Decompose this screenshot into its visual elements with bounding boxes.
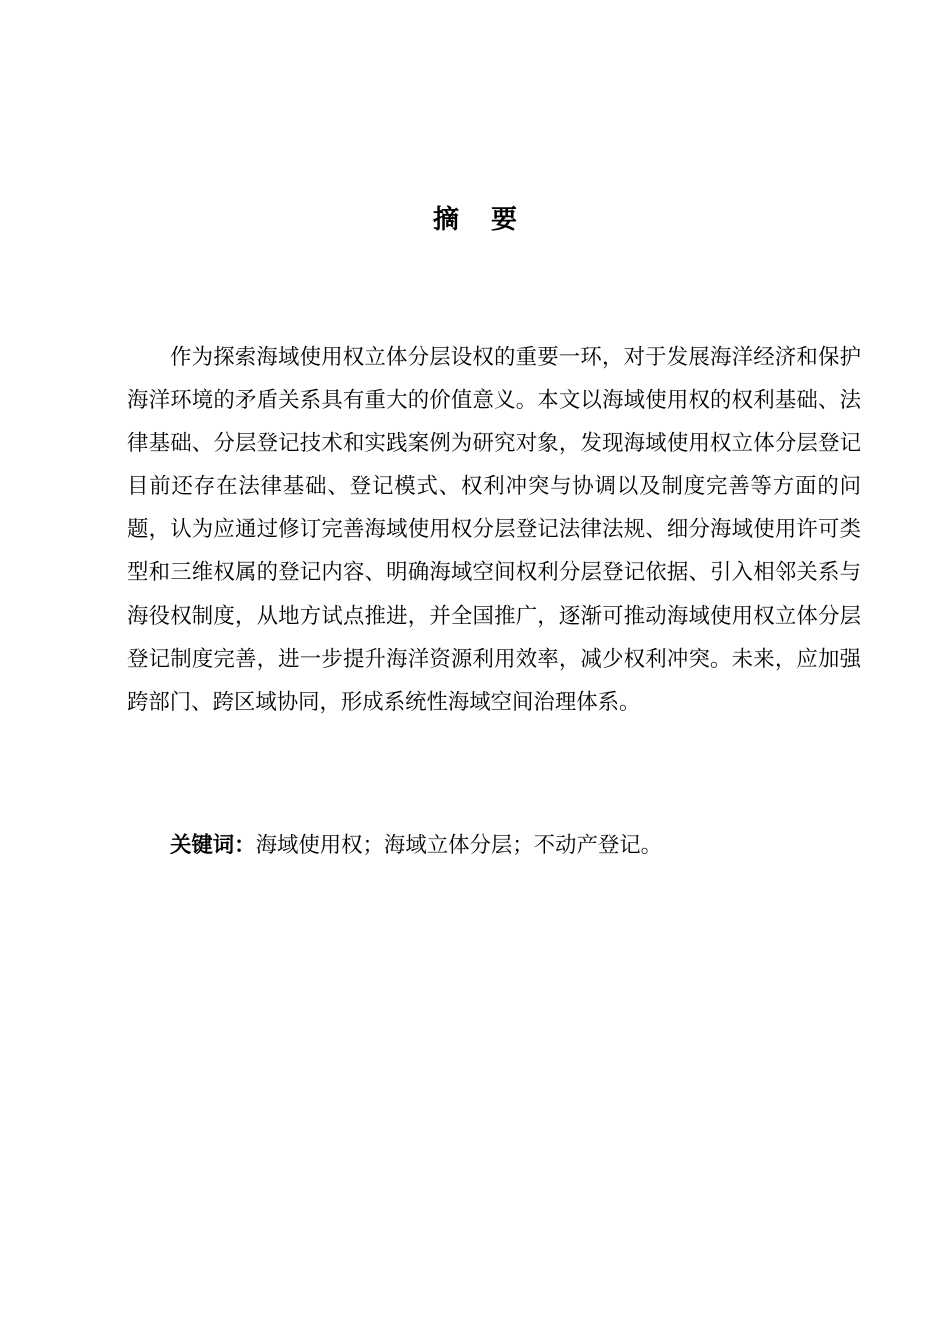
abstract-heading: 摘要 — [432, 205, 549, 235]
keywords-label: 关键词： — [170, 833, 256, 858]
abstract-paragraph: 作为探索海域使用权立体分层设权的重要一环，对于发展海洋经济和保护海洋环境的矛盾关系具有重大的价值意义。本文以海域使用权的权利基础、法律基础、分层登记技术和实践案例为研究对象，发现海域使用权立体分层登记目前还存在法律基础、登记模式、权利冲突与协调以及制度完善等方面的问题，认为应通过修订完善海域使用权分层登记法律法规、细分海域使用许可类型和三维权属的登记内容、明确海域空间权利分层登记依据、引入相邻关系与海役权制度，从地方试点推进，并全国推广，逐渐可推动海域使用权立体分层登记制度完善，进一步提升海洋资源利用效率，减少权利冲突。未来，应加强跨部门、跨区域协同，形成系统性海域空间治理体系。 — [127, 345, 861, 715]
keywords-text: 海域使用权；海域立体分层；不动产登记。 — [255, 833, 663, 858]
keywords-line — [170, 824, 860, 867]
